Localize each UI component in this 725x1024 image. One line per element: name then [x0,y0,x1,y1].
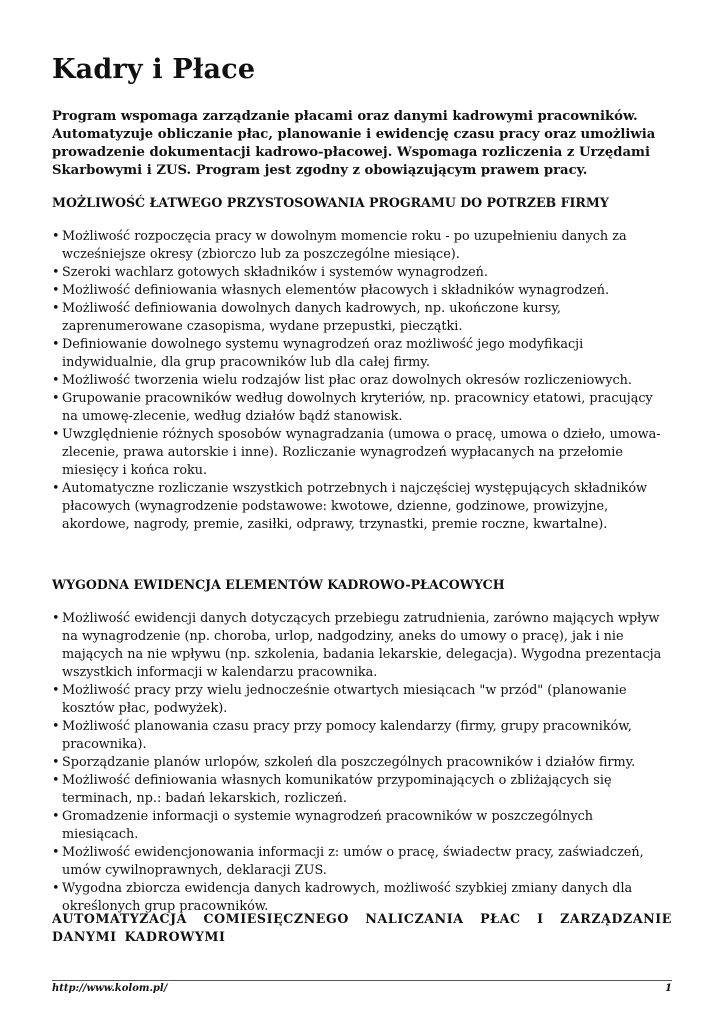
feature-list-item: • Możliwość tworzenia wielu rodzajów list płac oraz dowolnych okresów rozliczeniowych. [52,372,672,390]
section-heading-payroll-automation: AUTOMATYZACJA COMIESIĘCZNEGO NALICZANIA PŁAC I ZARZĄDZANIE DANYMI KADROWYMI [52,911,672,944]
section-heading-customization: MOŻLIWOŚĆ ŁATWEGO PRZYSTOSOWANIA PROGRAMU DO POTRZEB FIRMY [52,195,609,210]
feature-list-item: • Możliwość planowania czasu pracy przy pomocy kalendarzy (firmy, grupy pracowników, pracownika). [52,718,672,754]
feature-list-item: • Definiowanie dowolnego systemu wynagrodzeń oraz możliwość jego modyfikacji indywidualnie, dla grup pracowników lub dla całej firmy. [52,336,672,372]
feature-list-item: • Szeroki wachlarz gotowych składników i systemów wynagrodzeń. [52,264,672,282]
page-title: Kadry i Płace [52,54,256,85]
section-heading-records: WYGODNA EWIDENCJA ELEMENTÓW KADROWO-PŁACOWYCH [52,577,505,592]
feature-list-item: • Możliwość definiowania własnych elementów płacowych i składników wynagrodzeń. [52,282,672,300]
feature-list-item: • Możliwość ewidencji danych dotyczących przebiegu zatrudnienia, zarówno mających wpływ na wynagrodzenie (np. choroba, urlop, nadgodziny, aneks do umowy o pracę), jak i nie mających na nie wpływu (np. szkolenia, badania lekarskie, delegacja). Wygodna prezentacja wszystkich informacji w kalendarzu pracownika. [52,610,672,682]
customization-feature-list [52,228,672,534]
feature-list-item: • Uwzględnienie różnych sposobów wynagradzania (umowa o pracę, umowa o dzieło, umowa-zlecenie, prawa autorskie i inne). Rozliczanie wynagrodzeń wypłacanych na przełomie miesięcy i końca roku. [52,426,672,480]
feature-list-item: • Wygodna zbiorcza ewidencja danych kadrowych, możliwość szybkiej zmiany danych dla określonych grup pracowników. [52,880,672,916]
feature-list-item: • Możliwość definiowania własnych komunikatów przypominających o zbliżających się terminach, np.: badań lekarskich, rozliczeń. [52,772,672,808]
records-feature-list [52,610,672,916]
footer-divider [52,980,672,981]
feature-list-item: • Możliwość definiowania dowolnych danych kadrowych, np. ukończone kursy, zaprenumerowane czasopisma, wydane przepustki, pieczątki. [52,300,672,336]
feature-list-item: • Możliwość pracy przy wielu jednocześnie otwartych miesiącach "w przód" (planowanie kosztów płac, podwyżek). [52,682,672,718]
feature-list-item: • Gromadzenie informacji o systemie wynagrodzeń pracowników w poszczególnych miesiącach. [52,808,672,844]
feature-list-item: • Możliwość rozpoczęcia pracy w dowolnym momencie roku - po uzupełnieniu danych za wcześniejsze okresy (zbiorczo lub za poszczególne miesiące). [52,228,672,264]
page-number: 1 [665,983,672,994]
feature-list-item: • Grupowanie pracowników według dowolnych kryteriów, np. pracownicy etatowi, pracujący na umowę-zlecenie, według działów bądź stanowisk. [52,390,672,426]
feature-list-item: • Możliwość ewidencjonowania informacji z: umów o pracę, świadectw pracy, zaświadczeń, umów cywilnoprawnych, deklaracji ZUS. [52,844,672,880]
footer-url: http://www.kolom.pl/ [52,983,168,994]
feature-list-item: • Automatyczne rozliczanie wszystkich potrzebnych i najczęściej występujących składników płacowych (wynagrodzenie podstawowe: kwotowe, dzienne, godzinowe, prowizyjne, akordowe, nagrody, premie, zasiłki, odprawy, trzynastki, premie roczne, kwartalne). [52,480,672,534]
feature-list-item: • Sporządzanie planów urlopów, szkoleń dla poszczególnych pracowników i działów firmy. [52,754,672,772]
intro-paragraph: Program wspomaga zarządzanie płacami oraz danymi kadrowymi pracowników. Automatyzuje obliczanie płac, planowanie i ewidencję czasu pracy oraz umożliwia prowadzenie dokumentacji kadrowo-płacowej. Wspomaga rozliczenia z Urzędami Skarbowymi i ZUS. Program jest zgodny z obowiązującym prawem pracy. [52,109,656,178]
